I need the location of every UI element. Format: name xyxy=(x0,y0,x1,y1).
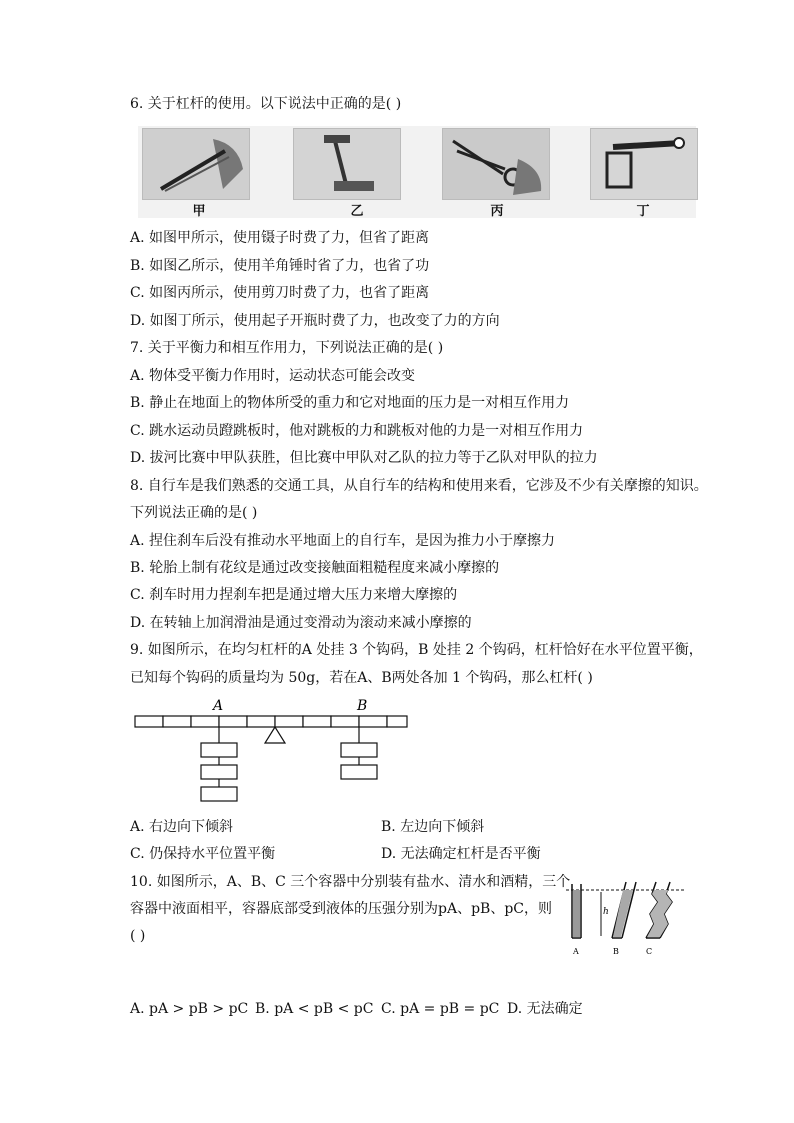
q9-stem-continued: 已知每个钩码的质量均为 50g，若在A、B两处各加 1 个钩码，那么杠杆( ) xyxy=(130,670,593,686)
q9-option-d: D. 无法确定杠杆是否平衡 xyxy=(381,846,541,862)
point-b-label: B xyxy=(357,698,368,714)
q8-option-d: D. 在转轴上加润滑油是通过变滑动为滚动来减小摩擦的 xyxy=(130,615,472,631)
q6-option-d: D. 如图丁所示，使用起子开瓶时费了力，也改变了力的方向 xyxy=(130,313,500,329)
tweezers-photo xyxy=(142,128,250,200)
lever-diagram xyxy=(130,697,420,809)
q9-option-a: A. 右边向下倾斜 xyxy=(130,819,234,835)
photo-label-ding: 丁 xyxy=(636,204,650,219)
q10-option-a: A. pA > pB > pC xyxy=(130,1001,249,1017)
q9-stem: 9. 如图所示，在均匀杠杆的A 处挂 3 个钩码，B 处挂 2 个钩码，杠杆恰好在水平位置平衡， xyxy=(130,642,703,658)
q10-option-d: D. 无法确定 xyxy=(507,1001,583,1017)
scissors-photo xyxy=(442,128,550,200)
q6-option-c: C. 如图丙所示，使用剪刀时费了力，也省了距离 xyxy=(130,285,430,301)
liquid-b xyxy=(613,890,633,937)
point-a-label: A xyxy=(213,698,224,714)
liquid-a xyxy=(573,890,580,937)
claw-hammer-photo xyxy=(293,128,401,200)
photo-label-yi: 乙 xyxy=(350,204,364,219)
q7-option-a: A. 物体受平衡力作用时，运动状态可能会改变 xyxy=(130,368,416,384)
container-c-label: C xyxy=(646,947,653,956)
q10-stem-continued: 容器中液面相平，容器底部受到液体的压强分别为pA、pB、pC，则 xyxy=(130,901,552,917)
weights-at-b xyxy=(341,727,377,779)
q7-option-d: D. 拔河比赛中甲队获胜，但比赛中甲队对乙队的拉力等于乙队对甲队的拉力 xyxy=(130,450,598,466)
weights-at-a xyxy=(201,727,237,801)
photo-label-jia: 甲 xyxy=(192,204,206,219)
q9-option-b: B. 左边向下倾斜 xyxy=(381,819,485,835)
q10-option-c: C. pA = pB = pC xyxy=(381,1001,500,1017)
lever-bar xyxy=(135,716,407,727)
q8-option-a: A. 捏住刹车后没有推动水平地面上的自行车，是因为推力小于摩擦力 xyxy=(130,533,556,549)
q6-option-b: B. 如图乙所示，使用羊角锤时省了力，也省了功 xyxy=(130,258,430,274)
q10-option-b: B. pA < pB < pC xyxy=(255,1001,374,1017)
photo-label-bing: 丙 xyxy=(490,204,504,219)
q8-stem-continued: 下列说法正确的是( ) xyxy=(130,505,258,521)
fulcrum-icon xyxy=(265,727,285,743)
q10-stem: 10. 如图所示，A、B、C 三个容器中分别装有盐水、清水和酒精，三个 xyxy=(130,874,571,890)
q7-stem: 7. 关于平衡力和相互作用力，下列说法正确的是( ) xyxy=(130,340,444,356)
q8-stem: 8. 自行车是我们熟悉的交通工具，从自行车的结构和使用来看，它涉及不少有关摩擦的知识。 xyxy=(130,478,708,494)
q6-stem: 6. 关于杠杆的使用。以下说法中正确的是( ) xyxy=(130,96,402,112)
hammer-icon xyxy=(294,129,400,199)
tweezers-icon xyxy=(143,129,249,199)
q7-option-c: C. 跳水运动员蹬跳板时，他对跳板的力和跳板对他的力是一对相互作用力 xyxy=(130,423,584,439)
height-label: h xyxy=(603,907,609,917)
q7-option-b: B. 静止在地面上的物体所受的重力和它对地面的压力是一对相互作用力 xyxy=(130,395,570,411)
container-a-label: A xyxy=(573,947,579,956)
bottle-opener-photo xyxy=(590,128,698,200)
q9-option-c: C. 仍保持水平位置平衡 xyxy=(130,846,276,862)
q6-option-a: A. 如图甲所示，使用镊子时费了力，但省了距离 xyxy=(130,230,430,246)
container-b-label: B xyxy=(613,947,619,956)
q8-option-c: C. 刹车时用力捏刹车把是通过增大压力来增大摩擦的 xyxy=(130,587,458,603)
q8-option-b: B. 轮胎上制有花纹是通过改变接触面粗糙程度来减小摩擦的 xyxy=(130,560,500,576)
bottle-opener-icon xyxy=(591,129,697,199)
containers-diagram xyxy=(566,880,690,960)
scissors-icon xyxy=(443,129,549,199)
q10-stem-blank: ( ) xyxy=(130,928,146,944)
